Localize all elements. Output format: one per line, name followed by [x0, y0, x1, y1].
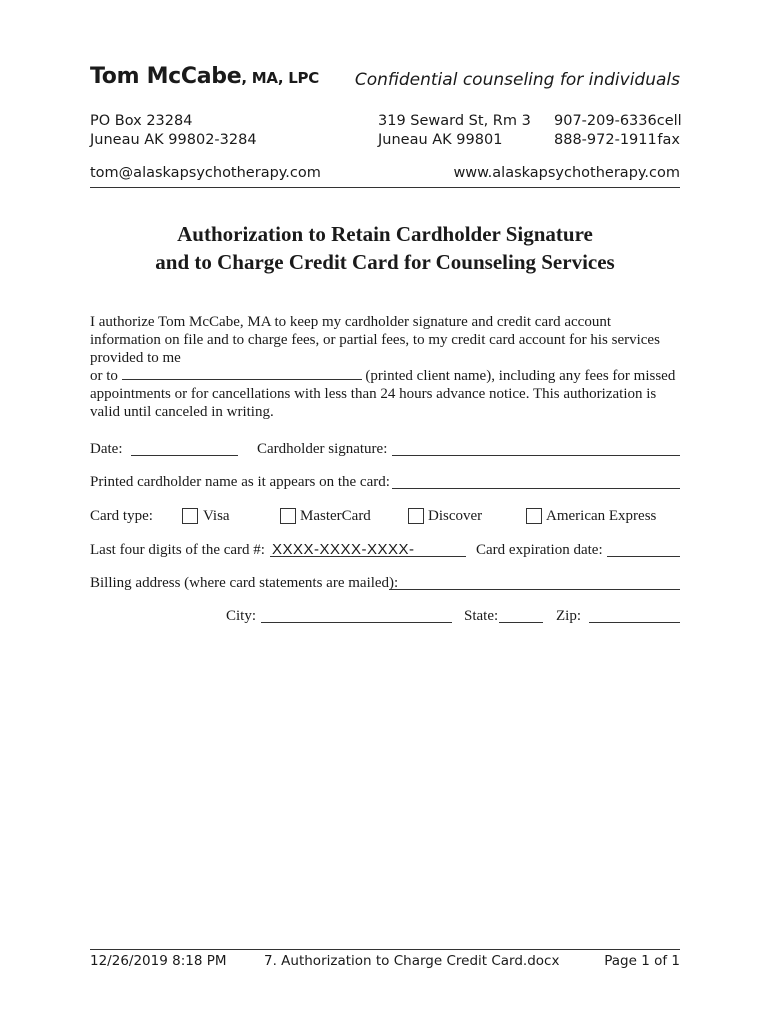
last-four-field[interactable]	[270, 556, 466, 557]
city-field[interactable]	[261, 622, 452, 623]
phone-row-fax	[554, 131, 680, 150]
phone-row-cell	[554, 112, 680, 131]
footer-page-number: Page 1 of 1	[604, 953, 680, 969]
discover-label: Discover	[428, 508, 483, 524]
card-type-label: Card type:	[90, 508, 153, 524]
office-address	[378, 112, 531, 150]
or-to-text: or to	[90, 368, 118, 384]
billing-address-field[interactable]	[389, 589, 680, 590]
city-label: City:	[226, 608, 257, 624]
printed-name-label: Printed cardholder name as it appears on the card:	[90, 474, 390, 490]
american-express-label: American Express	[546, 508, 657, 524]
tagline: Confidential counseling for individuals	[354, 70, 680, 90]
office-address-line: Juneau AK 99801	[378, 132, 503, 148]
zip-field[interactable]	[589, 622, 680, 623]
american-express-checkbox[interactable]	[526, 508, 542, 524]
authorization-paragraph: I authorize Tom McCabe, MA to keep my cardholder signature and credit card account information on file and to charge fees, or partial fees, to my credit card account for his services provided to me	[90, 314, 660, 366]
signature-field[interactable]	[392, 455, 680, 456]
phone-number: 907-209-6336	[554, 113, 657, 129]
client-name-paragraph	[90, 366, 682, 421]
expiration-field[interactable]	[607, 556, 680, 557]
mastercard-checkbox[interactable]	[280, 508, 296, 524]
title-line-1: Authorization to Retain Cardholder Signature	[177, 222, 593, 246]
authorization-terms: (printed client name), including any fees for missed appointments or for cancellations with less than 24 hours advance notice. This authorization is valid until canceled in writing.	[90, 368, 676, 420]
office-address-line: 319 Seward St, Rm 3	[378, 113, 531, 129]
mailing-address	[90, 112, 257, 150]
state-field[interactable]	[499, 622, 543, 623]
date-field[interactable]	[131, 455, 238, 456]
signature-label: Cardholder signature:	[257, 441, 388, 457]
client-name-field[interactable]	[122, 366, 362, 380]
last-four-label: Last four digits of the card #:	[90, 542, 265, 558]
date-label: Date:	[90, 441, 123, 457]
last-four-prefix: XXXX-XXXX-XXXX-	[272, 541, 415, 558]
website-address: www.alaskapsychotherapy.com	[453, 165, 680, 181]
title-line-2: and to Charge Credit Card for Counseling Services	[155, 250, 615, 274]
phone-type: fax	[657, 132, 680, 148]
phone-numbers	[554, 112, 680, 150]
phone-number: 888-972-1911	[554, 132, 657, 148]
visa-checkbox[interactable]	[182, 508, 198, 524]
phone-type: cell	[656, 113, 682, 129]
footer-datetime: 12/26/2019 8:18 PM	[90, 953, 227, 969]
zip-label: Zip:	[556, 608, 581, 624]
practitioner-name	[90, 64, 319, 89]
name-text: Tom McCabe	[90, 64, 242, 89]
billing-address-label: Billing address (where card statements are mailed):	[90, 575, 399, 591]
header-divider	[90, 187, 680, 188]
footer-divider	[90, 949, 680, 950]
email-address: tom@alaskapsychotherapy.com	[90, 165, 321, 181]
credentials: , MA, LPC	[241, 69, 319, 87]
state-label: State:	[464, 608, 499, 624]
printed-name-field[interactable]	[392, 488, 680, 489]
footer-filename: 7. Authorization to Charge Credit Card.docx	[264, 953, 560, 969]
document-title	[90, 220, 680, 276]
visa-label: Visa	[203, 508, 230, 524]
discover-checkbox[interactable]	[408, 508, 424, 524]
mailing-address-line: PO Box 23284	[90, 113, 193, 129]
expiration-label: Card expiration date:	[476, 542, 603, 558]
mastercard-label: MasterCard	[300, 508, 371, 524]
mailing-address-line: Juneau AK 99802-3284	[90, 132, 257, 148]
